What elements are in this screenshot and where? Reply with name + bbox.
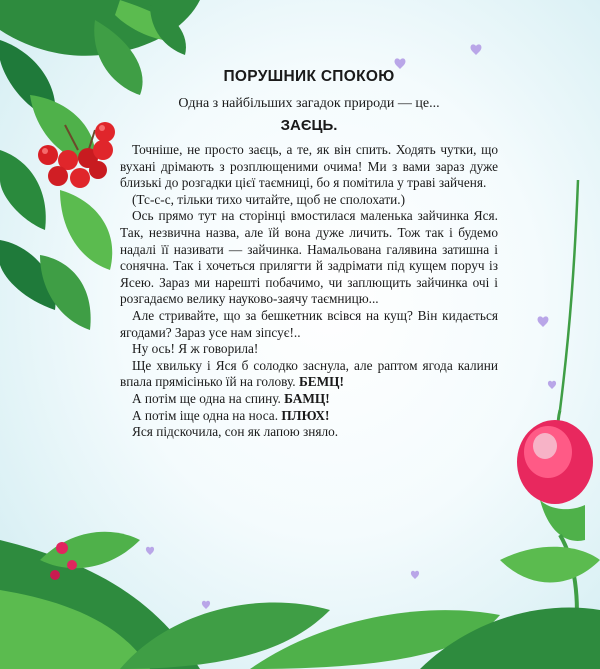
story-paragraph: [120, 142, 498, 192]
story-paragraph: [120, 391, 498, 408]
paragraph-text: А потім іще одна на носа.: [132, 407, 282, 423]
story-paragraph: [120, 341, 498, 358]
page-text: [120, 68, 498, 441]
sound-effect: БЕМЦ!: [298, 374, 344, 390]
paragraph-text: (Тс-с-с, тільки тихо читайте, щоб не сполохати.): [132, 191, 406, 207]
paragraph-text: Яся підскочила, сон як лапою зняло.: [132, 424, 339, 440]
sound-effect: ПЛЮХ!: [281, 407, 330, 423]
story-body: [120, 142, 498, 441]
bottom-foliage: [0, 532, 600, 669]
paragraph-text: Ну ось! Я ж говорила!: [132, 341, 259, 357]
paragraph-text: Ще хвильку і Яся б солодко заснула, але раптом ягода калини впала прямісінько їй на голову.: [120, 357, 498, 390]
story-paragraph: [120, 408, 498, 425]
paragraph-text: Але стривайте, що за бешкетник всівся на кущ? Він кидається ягодами? Зараз усе нам зіпсує!..: [120, 307, 498, 340]
paragraph-text: Ось прямо тут на сторінці вмостилася маленька зайчинка Яся. Так, незвична назва, але їй вона дуже личить. Тож так і будемо надалі її називати — зайчинка. Намальована галявина затишна і сонячна. Так і хочеться прилягти й задрімати під кущем поруч із Ясею. Зараз ми нарешті побачимо, чи заплющить зайчинка очі і розгадаємо велику науково-заячу таємницю...: [120, 208, 498, 307]
subtitle: ЗАЄЦЬ.: [280, 117, 338, 134]
sound-effect: БАМЦ!: [284, 390, 330, 406]
story-paragraph: [120, 192, 498, 209]
page-title: ПОРУШНИК СПОКОЮ: [223, 68, 395, 85]
story-paragraph: [120, 208, 498, 308]
story-paragraph: [120, 424, 498, 441]
intro-line: Одна з найбільших загадок природи — це...: [178, 96, 440, 111]
story-paragraph: [120, 308, 498, 341]
paragraph-text: А потім ще одна на спину.: [132, 390, 285, 406]
story-paragraph: [120, 358, 498, 391]
paragraph-text: Точніше, не просто заєць, а те, як він спить. Ходять чутки, що вухані дрімають з розплющеними очима! Ми з вами зараз дуже близькі до розгадки цієї таємниці, бо я помітила у траві зайченя.: [120, 142, 498, 191]
